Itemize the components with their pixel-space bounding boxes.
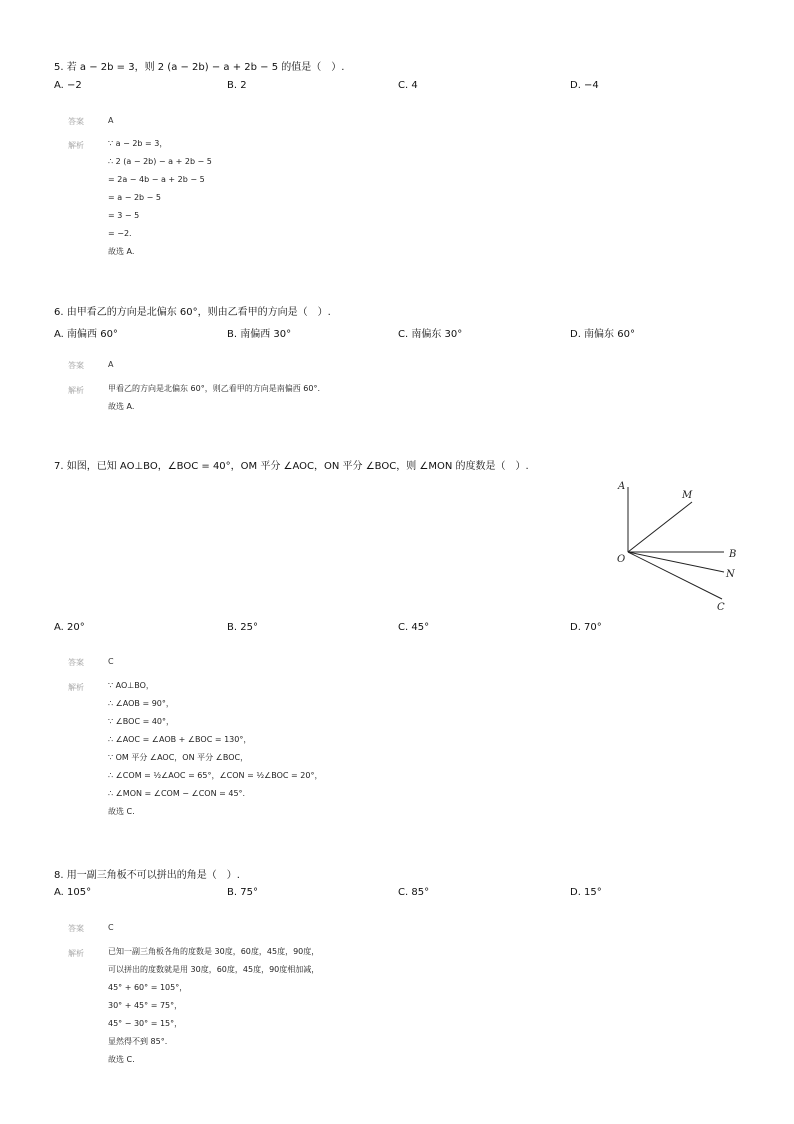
q5-option-a: A. −2 [54,80,82,91]
q7-answer-label: 答案 [68,658,84,667]
label-b: B [729,549,737,560]
q8-analysis-line: 故选 C. [108,1055,135,1064]
q7-answer: C [108,657,114,666]
q7-analysis-line: ∵ OM 平分 ∠AOC，ON 平分 ∠BOC， [108,753,249,762]
q6-option-c: C. 南偏东 30° [398,329,463,340]
ray-oc [628,552,722,599]
q6-analysis [108,380,320,416]
q5-answer-label: 答案 [68,117,84,126]
q7-analysis-label: 解析 [68,683,84,692]
q5-answer: A [108,116,114,125]
question-5-stem: 5. 若 a − 2b = 3，则 2 (a − 2b) − a + 2b − 5 的值是（ ）. [54,62,345,73]
q7-analysis-line: ∵ ∠BOC = 40°， [108,717,175,726]
q5-option-b: B. 2 [227,80,247,91]
angle-figure [600,475,750,615]
q8-option-c: C. 85° [398,887,430,898]
ray-on [628,552,724,572]
label-a: A [618,481,626,492]
q5-analysis-line: = 3 − 5 [108,211,140,220]
q7-analysis-line: ∴ ∠AOC = ∠AOB + ∠BOC = 130°， [108,735,252,744]
q8-analysis-line: 45° + 60° = 105°， [108,983,188,992]
q7-option-c: C. 45° [398,622,430,633]
q5-option-d: D. −4 [570,80,599,91]
q6-option-b: B. 南偏西 30° [227,329,292,340]
q5-analysis [108,135,212,261]
q6-answer-label: 答案 [68,361,84,370]
q7-option-a: A. 20° [54,622,85,633]
q7-analysis-line: 故选 C. [108,807,135,816]
q8-option-b: B. 75° [227,887,258,898]
q5-analysis-line: = 2a − 4b − a + 2b − 5 [108,175,205,184]
label-o: O [617,554,626,565]
ray-om [628,502,692,552]
q7-analysis-line: ∴ ∠AOB = 90°， [108,699,174,708]
q6-option-d: D. 南偏东 60° [570,329,635,340]
q5-analysis-line: ∵ a − 2b = 3， [108,139,168,148]
q5-analysis-line: = −2. [108,229,132,238]
q8-analysis-label: 解析 [68,949,84,958]
question-7-stem: 7. 如图，已知 AO⊥BO，∠BOC = 40°，OM 平分 ∠AOC，ON 平分 ∠BOC，则 ∠MON 的度数是（ ）. [54,461,529,472]
q5-analysis-label: 解析 [68,141,84,150]
q5-option-c: C. 4 [398,80,418,91]
question-8-stem: 8. 用一副三角板不可以拼出的角是（ ）. [54,870,240,881]
q8-option-d: D. 15° [570,887,602,898]
q7-analysis-line: ∴ ∠MON = ∠COM − ∠CON = 45°. [108,789,246,798]
q6-answer: A [108,360,114,369]
q7-option-d: D. 70° [570,622,602,633]
q5-analysis-line: ∴ 2 (a − 2b) − a + 2b − 5 [108,157,212,166]
q7-option-b: B. 25° [227,622,258,633]
q5-analysis-line: = a − 2b − 5 [108,193,161,202]
q6-option-a: A. 南偏西 60° [54,329,118,340]
q8-analysis-line: 可以拼出的度数就是用 30度，60度，45度，90度相加减， [108,965,320,974]
q6-analysis-label: 解析 [68,386,84,395]
q5-analysis-line: 故选 A. [108,247,135,256]
label-c: C [717,602,725,613]
q8-answer-label: 答案 [68,924,84,933]
q6-analysis-line: 甲看乙的方向是北偏东 60°，则乙看甲的方向是南偏西 60°. [108,384,320,393]
question-6-stem: 6. 由甲看乙的方向是北偏东 60°，则由乙看甲的方向是（ ）. [54,307,331,318]
q8-analysis-line: 30° + 45° = 75°， [108,1001,183,1010]
q7-analysis-line: ∵ AO⊥BO， [108,681,154,690]
q8-answer: C [108,923,114,932]
label-n: N [726,569,735,580]
q8-option-a: A. 105° [54,887,92,898]
q8-analysis [108,943,319,1069]
label-m: M [682,490,693,501]
q7-analysis-line: ∴ ∠COM = ½∠AOC = 65°，∠CON = ½∠BOC = 20°， [108,771,323,780]
q7-analysis [108,677,322,821]
q8-analysis-line: 45° − 30° = 15°， [108,1019,183,1028]
q8-analysis-line: 显然得不到 85°. [108,1037,168,1046]
q8-analysis-line: 已知一副三角板各角的度数是 30度，60度，45度，90度， [108,947,320,956]
q6-analysis-line: 故选 A. [108,402,135,411]
